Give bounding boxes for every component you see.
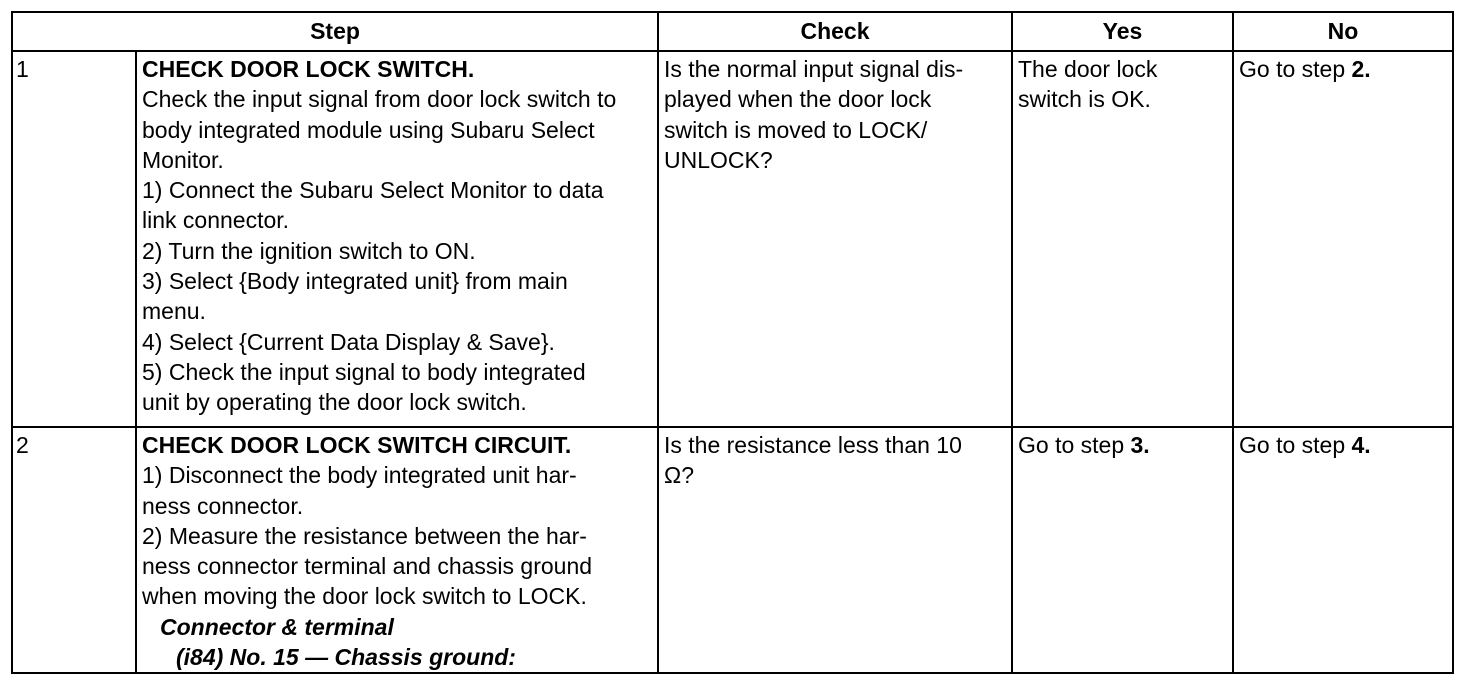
yes-line: switch is OK.	[1018, 86, 1151, 113]
spec-value: (i84) No. 15 — Chassis ground:	[176, 644, 516, 671]
step-line: when moving the door lock switch to LOCK.	[142, 583, 587, 610]
step-line: ness connector terminal and chassis ground	[142, 553, 593, 580]
header-yes: Yes	[1012, 12, 1233, 51]
yes-step-ref: 3.	[1130, 432, 1150, 458]
step-content	[136, 427, 658, 673]
step-number: 1	[12, 51, 136, 427]
no-cell	[1233, 427, 1453, 673]
yes-cell	[1012, 51, 1233, 427]
check-cell	[658, 427, 1012, 673]
check-line: Is the normal input signal dis-	[664, 56, 964, 82]
step-line: 2) Turn the ignition switch to ON.	[142, 237, 476, 264]
check-line: switch is moved to LOCK/	[664, 116, 928, 143]
no-step-ref: 4.	[1351, 432, 1371, 458]
step-line: ness connector.	[142, 492, 304, 519]
step-content	[136, 51, 658, 427]
header-row	[12, 12, 1453, 51]
step-title: CHECK DOOR LOCK SWITCH.	[142, 56, 475, 82]
no-prefix: Go to step	[1239, 432, 1352, 458]
step-line: 1) Connect the Subaru Select Monitor to data	[142, 177, 604, 204]
diagnostic-table	[11, 11, 1454, 674]
no-cell	[1233, 51, 1453, 427]
header-step: Step	[12, 12, 658, 51]
spec-label: Connector & terminal	[160, 613, 394, 640]
header-no: No	[1233, 12, 1453, 51]
header-check: Check	[658, 12, 1012, 51]
check-line: Is the resistance less than 10	[664, 432, 962, 458]
step-line: link connector.	[142, 207, 290, 234]
step-line: 2) Measure the resistance between the har-	[142, 522, 587, 549]
step-line: Check the input signal from door lock switch to	[142, 86, 617, 113]
step-line: 4) Select {Current Data Display & Save}.	[142, 328, 555, 355]
check-line: UNLOCK?	[664, 146, 773, 173]
step-line: menu.	[142, 298, 206, 325]
no-prefix: Go to step	[1239, 56, 1352, 82]
step-line: 3) Select {Body integrated unit} from main	[142, 268, 568, 295]
step-line: Monitor.	[142, 146, 224, 173]
table-row	[12, 427, 1453, 673]
table-row	[12, 51, 1453, 427]
check-line: Ω?	[664, 462, 694, 489]
step-number: 2	[12, 427, 136, 673]
check-cell	[658, 51, 1012, 427]
yes-prefix: Go to step	[1018, 432, 1131, 458]
yes-line: The door lock	[1018, 56, 1158, 82]
step-line: 5) Check the input signal to body integrated	[142, 358, 586, 385]
step-line: unit by operating the door lock switch.	[142, 389, 527, 416]
step-line: body integrated module using Subaru Select	[142, 116, 595, 143]
step-line: 1) Disconnect the body integrated unit har-	[142, 462, 577, 489]
step-title: CHECK DOOR LOCK SWITCH CIRCUIT.	[142, 432, 572, 458]
diagnostic-table-page	[11, 11, 1452, 677]
yes-cell	[1012, 427, 1233, 673]
check-line: played when the door lock	[664, 86, 932, 113]
no-step-ref: 2.	[1351, 56, 1371, 82]
